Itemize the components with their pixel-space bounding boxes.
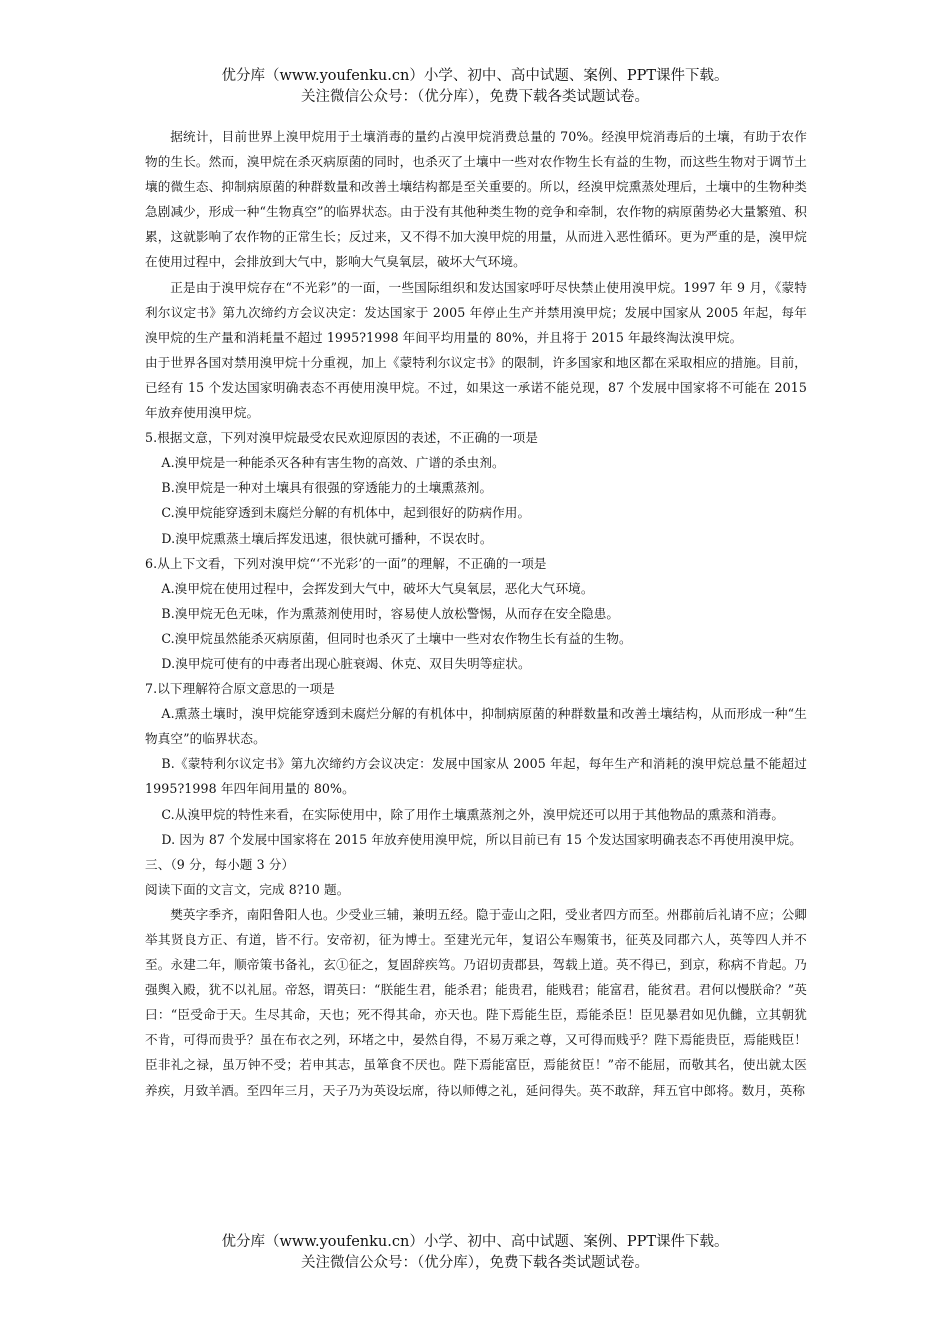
question-7-stem: 7.以下理解符合原文意思的一项是: [145, 681, 335, 697]
page-footer: [0, 1232, 950, 1274]
section-3-heading: 三、（9 分，每小题 3 分）: [145, 856, 295, 872]
question-5-option-a: A.溴甲烷是一种能杀灭各种有害生物的高效、广谱的杀虫剂。: [161, 455, 505, 471]
question-6-option-d: D.溴甲烷可使有的中毒者出现心脏衰竭、休克、双目失明等症状。: [161, 655, 531, 671]
question-5-option-c: C.溴甲烷能穿透到未腐烂分解的有机体中，起到很好的防病作用。: [161, 505, 531, 521]
header-line-1: 优分库（www.youfenku.cn）小学、初中、高中试题、案例、PPT课件下载。: [221, 68, 729, 84]
classical-chinese-passage: 樊英字季齐，南阳鲁阳人也。少受业三辅，兼明五经。隐于壶山之阳，受业者四方而至。州郡前后礼请不应；公卿举其贤良方正、有道，皆不行。安帝初，征为博士。至建光元年，复诏公车赐策书，征英及同郡六人，英等四人并不至。永建二年，顺帝策书备礼，玄①征之，复固辞疾笃。乃诏切责郡县，驾载上道。英不得已，到京，称病不肯起。乃强舆入殿，犹不以礼屈。帝怒，谓英曰：“朕能生君，能杀君；能贵君，能贱君；能富君，能贫君。君何以慢朕命？”英曰：“臣受命于天。生尽其命，天也；死不得其命，亦天也。陛下焉能生臣，焉能杀臣！臣见暴君如见仇雠，立其朝犹不肯，可得而贵乎？虽在布衣之列，环堵之中，晏然自得，不易万乘之尊，又可得而贱乎？陛下焉能贵臣，焉能贱臣！臣非礼之禄，虽万钟不受；若申其志，虽箪食不厌也。陛下焉能富臣，焉能贫臣！”帝不能屈，而敬其名，使出就太医养疾，月致羊酒。至四年三月，天子乃为英设坛席，待以师傅之礼，延问得失。英不敢辞，拜五官中郎将。数月，英称: [145, 906, 807, 1098]
question-6-option-a: A.溴甲烷在使用过程中，会挥发到大气中，破坏大气臭氧层，恶化大气环境。: [161, 580, 594, 596]
question-6-option-b: B.溴甲烷无色无味，作为熏蒸剂使用时，容易使人放松警惕，从而存在安全隐患。: [161, 605, 620, 621]
section-3-instruction: 阅读下面的文言文，完成 8?10 题。: [145, 881, 350, 897]
passage-paragraph-2: 正是由于溴甲烷存在“不光彩”的一面，一些国际组织和发达国家呼吁尽快禁止使用溴甲烷。1997 年 9 月，《蒙特利尔议定书》第九次缔约方会议决定：发达国家于 2005 年停止生产并禁用溴甲烷；发展中国家从 2005 年起，每年溴甲烷的生产量和消耗量不超过 1995?1998 年间平均用量的 80%，并且将于 2015 年最终淘汰溴甲烷。: [145, 279, 807, 345]
page-header: [0, 66, 950, 108]
question-6-option-c: C.溴甲烷虽然能杀灭病原菌，但同时也杀灭了土壤中一些对农作物生长有益的生物。: [161, 630, 632, 646]
document-body: [145, 124, 807, 1103]
passage-paragraph-3: 由于世界各国对禁用溴甲烷十分重视，加上《蒙特利尔议定书》的限制，许多国家和地区都在采取相应的措施。目前，已经有 15 个发达国家明确表态不再使用溴甲烷。不过，如果这一承诺不能兑现，87 个发展中国家将不可能在 2015 年放弃使用溴甲烷。: [145, 354, 807, 421]
footer-line-2: 关注微信公众号：（优分库），免费下载各类试题试卷。: [301, 1255, 649, 1271]
passage-paragraph-1: 据统计，目前世界上溴甲烷用于土壤消毒的量约占溴甲烷消费总量的 70%。经溴甲烷消毒后的土壤，有助于农作物的生长。然而，溴甲烷在杀灭病原菌的同时，也杀灭了土壤中一些对农作物生长有益的生物，而这些生物对于调节土壤的微生态、抑制病原菌的种群数量和改善土壤结构都是至关重要的。所以，经溴甲烷熏蒸处理后，土壤中的生物种类急剧减少，形成一种“生物真空”的临界状态。由于没有其他种类生物的竞争和牵制，农作物的病原菌势必大量繁殖、积累，这就影响了农作物的正常生长；反过来，又不得不加大溴甲烷的用量，从而进入恶性循环。更为严重的是，溴甲烷在使用过程中，会排放到大气中，影响大气臭氧层，破坏大气环境。: [145, 129, 807, 270]
question-5-stem: 5.根据文意，下列对溴甲烷最受农民欢迎原因的表述，不正确的一项是: [145, 430, 539, 446]
footer-line-1: 优分库（www.youfenku.cn）小学、初中、高中试题、案例、PPT课件下载。: [221, 1234, 729, 1250]
question-7-option-b: B.《蒙特利尔议定书》第九次缔约方会议决定：发展中国家从 2005 年起，每年生产和消耗的溴甲烷总量不能超过 1995?1998 年四年间用量的 80%。: [145, 756, 807, 797]
question-6-stem: 6.从上下文看，下列对溴甲烷“‘不光彩’的一面”的理解，不正确的一项是: [145, 555, 547, 571]
header-line-2: 关注微信公众号：（优分库），免费下载各类试题试卷。: [301, 89, 649, 105]
question-7-option-a: A.熏蒸土壤时，溴甲烷能穿透到未腐烂分解的有机体中，抑制病原菌的种群数量和改善土壤结构，从而形成一种“生物真空”的临界状态。: [145, 706, 807, 747]
question-5-option-d: D.溴甲烷熏蒸土壤后挥发迅速，很快就可播种，不误农时。: [161, 530, 493, 546]
question-7-option-c: C.从溴甲烷的特性来看，在实际使用中，除了用作土壤熏蒸剂之外，溴甲烷还可以用于其他物品的熏蒸和消毒。: [161, 806, 785, 822]
question-5-option-b: B.溴甲烷是一种对土壤具有很强的穿透能力的土壤熏蒸剂。: [161, 480, 493, 496]
question-7-option-d: D. 因为 87 个发展中国家将在 2015 年放弃使用溴甲烷，所以目前已有 15 个发达国家明确表态不再使用溴甲烷。: [161, 831, 802, 847]
